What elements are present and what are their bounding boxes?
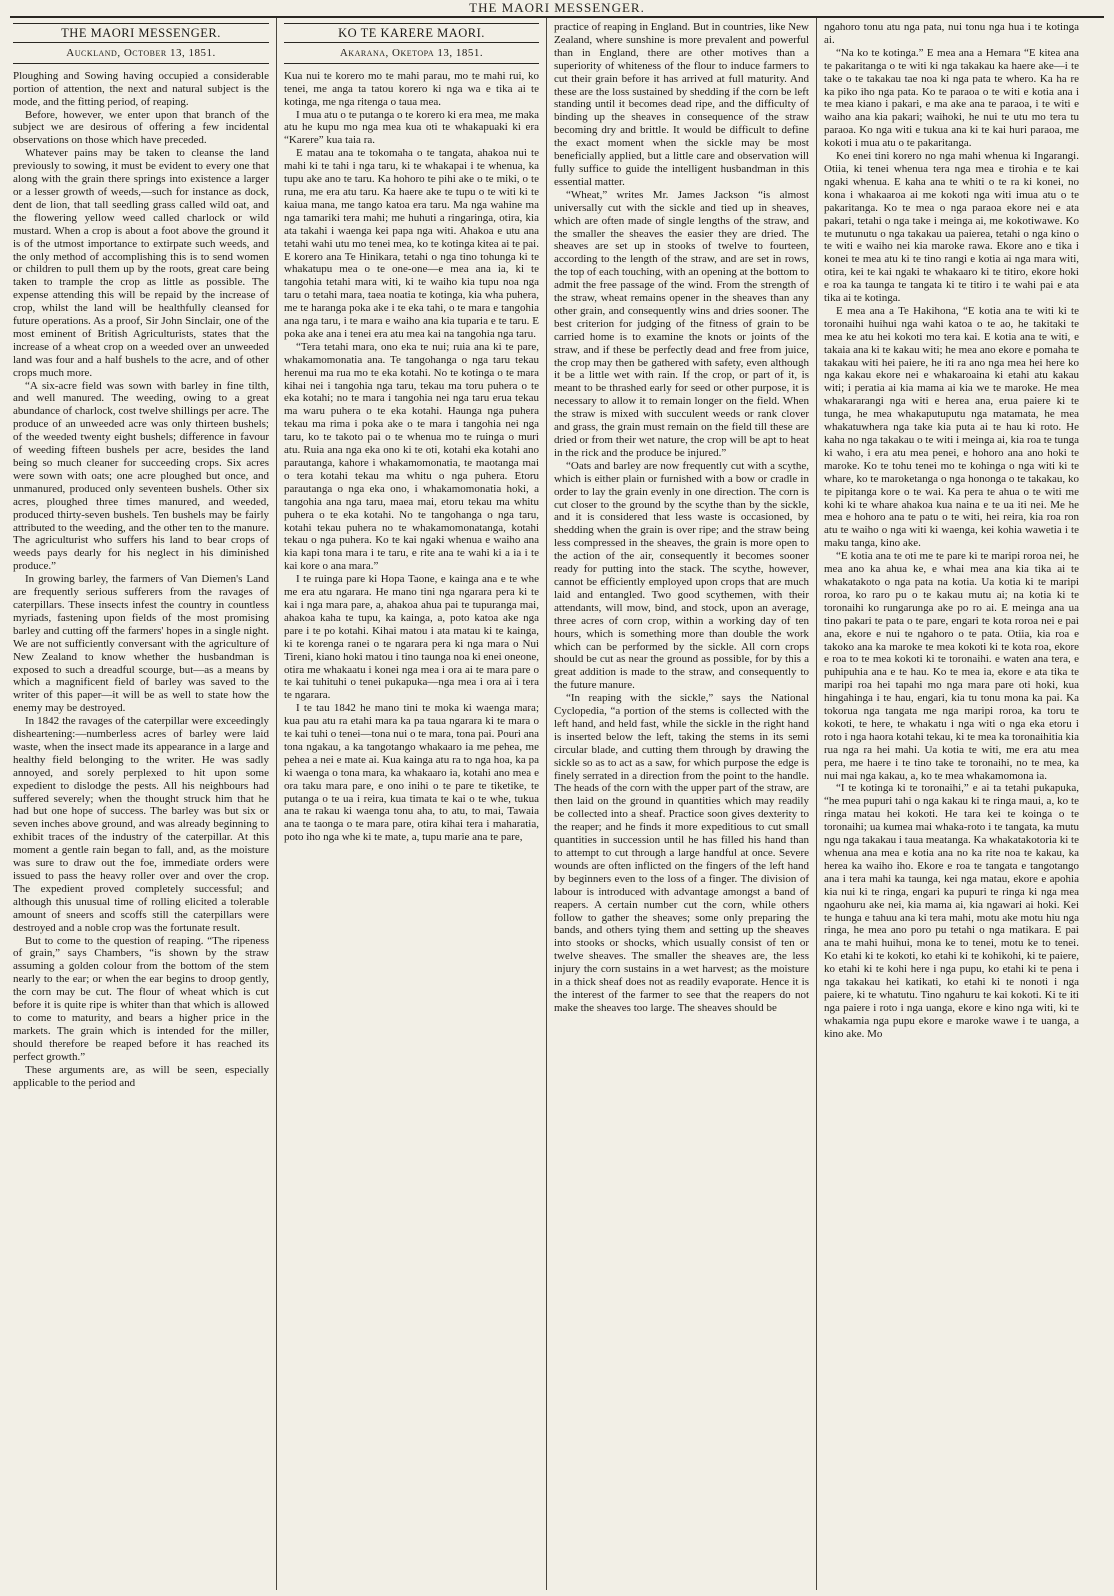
column-english-2	[546, 18, 816, 1590]
paragraph: “Oats and barley are now frequently cut with a scythe, which is either plain or furnished with a bow or cradle in order to lay the grain evenly in one direction. The corn is cut closer to the ground by the scythe than by the sickle, and it is considered that less waste is occasioned, by shedding when the grain is over ripe; and the straw being less compressed in the sheaves, the grain is more open to the action of the air, consequently it becomes sooner ready for putting into the stack. The scythe, however, cannot be efficiently employed upon crops that are much laid and entangled. Two good scythemen, with their attendants, will mow, bind, and stock, upon an average, three acres of corn crop, within a working day of ten hours, which is something more than double the work which can be performed by the sickle. All corn crops should be cut as near the ground as possible, for by this a great addition is made to the straw, and consequently to the future manure.	[554, 459, 809, 692]
running-masthead: THE MAORI MESSENGER.	[469, 0, 645, 15]
paragraph: ngahoro tonu atu nga pata, nui tonu nga hua i te kotinga ai.	[824, 21, 1079, 46]
english-col3-body	[554, 21, 809, 1015]
paragraph: E matau ana te tokomaha o te tangata, ahakoa nui te mahi ki te tahi i nga taru, ki te whakapai i te whenua, ka tupu ake ano te taru. Ka hohoro te pihi ake o te miki, o te runa, me era atu taru. Ka haere ake te tupu o te witi ki te kaiua mana, me tango katoa era taru. Ma nga wahine ma nga tamariki tera mahi; me huhuti a ringaringa, otira, kia ata takahi i waenga kei papa nga witi. Ahakoa e utu ana tetahi wahi utu mo tenei mea, ko te kotinga kitea ai te pai. E korero ana Te Hinikara, tetahi o nga tino tohunga ki te whakatupu mea o te one-one—e mea ana ia, ki te tangohia tetahi mara witi, ki te waiho kia tupu noa nga taru o tetahi mara, taea noatia te kotinga, kia wha puhera, me te haranga poka ake i te eka tahi, o te mara e tangohia ana nga taru, i te mara e waiho ana kia tuparia e te taru. E poka ake ana i tenei era atu mea kai na tangohia nga taru.	[284, 147, 539, 340]
paragraph: Before, however, we enter upon that branch of the subject we are desirous of offering a few incidental observations on those which have preceded.	[13, 108, 269, 147]
paragraph: “A six-acre field was sown with barley in fine tilth, and well manured. The weeding, owing to a great abundance of charlock, cost twelve shillings per acre. The produce of an unweeded acre was only thirteen bushels; of the weeded twenty eight bushels; difference in favour of weeding fifteen bushels per acre, besides the land being so much cleaner for succeeding crops. Six acres were sown with oats; one acre ploughed but once, and unmanured, produced only seventeen bushels. Other six acres, ploughed three times manured, and weeded, produced thirty-seven bushels. Ten bushels may be fairly attributed to the weeding, and the other ten to the manure. The agriculturist who suffers his land to bear crops of weeds pays dearly for his neglect in his diminished produce.”	[13, 379, 269, 573]
paragraph: practice of reaping in England. But in countries, like New Zealand, where sunshine is more prevalent and powerful than in England, there are other motives than a superiority of whiteness of the flour to induce farmers to cut their grain before it has arrived at full maturity. And these are the loss sustained by shedding if the corn be left standing until it becomes dead ripe, and the difficulty of binding up the sheaves in consequence of the straw becoming dry and brittle. It would be difficult to define the exact moment when the sickle may be most beneficially applied, but a little care and observation will fully suffice to guide the intelligent husbandman in this essential matter.	[554, 21, 809, 188]
english-title: THE MAORI MESSENGER.	[13, 23, 269, 43]
maori-col2-body	[284, 70, 539, 844]
paragraph: I te ruinga pare ki Hopa Taone, e kainga ana e te whe me era atu ngarara. He mano tini nga ngarara pera ki te kai i nga mara pare, a, ahakoa ahua pai te tupuranga mai, ahakoa kaha te tupu, ka kainga, a, poto katoa ake nga pare i te po kotahi. Kihai matou i ata matau ki te kainga, ki te korenga ranei o te ngarara pera ki nga mara o Nui Tireni, kiano hoki matou i tino taunga noa ki enei oneone, otira me whakaatu i konei nga mea i ora ai te mara pare o te kai tuhituhi o tenei pukapuka—nga mea i ora ai i tera te ngarara.	[284, 573, 539, 702]
paragraph: But to come to the question of reaping. “The ripeness of grain,” says Chambers, “is shown by the straw assuming a golden colour from the bottom of the stem nearly to the ear; or when the ear begins to droop gently, the corn may be cut. The flour of wheat which is cut before it is quite ripe is whiter than that which is allowed to come to maturity, and bears a higher price in the markets. The grain which is intended for the miller, should therefore be reaped before it has reached its perfect growth.”	[13, 934, 269, 1063]
column-maori-1	[276, 18, 546, 1590]
maori-dateline: Akarana, Oketopa 13, 1851.	[284, 43, 539, 64]
columns	[6, 18, 1108, 1590]
paragraph: Ploughing and Sowing having occupied a considerable portion of attention, the next and natural subject is the mode, and the fitting period, of reaping.	[13, 69, 269, 108]
maori-col4-body	[824, 21, 1079, 1041]
column-english-1	[6, 18, 276, 1590]
paragraph: “E kotia ana te oti me te pare ki te maripi roroa nei, he mea ano ka ahua ke, e whai mea ana kia tika ai te whakatakoto o nga pata na kotia. Ua kotia ki te maripi roroa, ko raro pu o te kakau mutu ai; na kotia ki te toronaihi ko rungarunga ake po ro ai. E meinga ana ua tino pakari te pata o te pare, engari te kota roroa nei e pai ana, ekore e nui te ngahoro o te pata. Otiia, kia roa e takoko ana ka maroke te mea kokoti ki te kota roa, ekore e roa to te mea kokoti ki te toronaihi. e waten ana tera, e puhipuhia ana e te hau. Ko te mea ia, ekore e ata tika te maripi roa hei tapahi mo nga mara pare oti hoki, kua hingahinga i te hau, engari, kia tu tonu mona ka pai. Ka tokorua nga tangata me nga maripi roroa, ka toru te kokoti, te here, te whakatu i nga witi o nga eka etoru i roto i nga haora kotahi tekau, ki te mea ka toronaihitia kia rua nga ra hei mahi. Ua kotia te witi, me era atu mea pera, me haere i te tino take te toronaihi, no te mea, ka nui mai nga kakau, a, ko te mea whakamomona ia.	[824, 550, 1079, 782]
paragraph: I mua atu o te putanga o te korero ki era mea, me maka atu he kupu mo nga mea kua oti te whakapuaki ki era “Karere” kua taia ra.	[284, 108, 539, 147]
paragraph: Ko enei tini korero no nga mahi whenua ki Ingarangi. Otiia, ki tenei whenua tera nga mea e tirohia e te kai ngaki whenua. E kaha ana te whiti o te ra ki konei, no kona i whakaaroa ai me kokoti nga witi imua atu o te pakaritanga. Ko te mea o nga paraoa ekore nei e ata pakari, tetahi o nga take i meinga ai, me kokotiwawe. Ko te mutunutu o nga takakau ua paierea, tetahi o nga kino o te witi e waiho nei kia maroke rawa. Ekore ano e tika i konei te mea atu ki te tino rangi e kotia ai nga mara witi, otira, kei te kai ngaki te whakaaro ki te titiro, ekore hoki e roa ka taunga te tangata ki te titiro i te wahi pai e ata tika ai te kotinga.	[824, 150, 1079, 305]
paragraph: In 1842 the ravages of the caterpillar were exceedingly disheartening:—numberless acres of barley were laid waste, when the insect made its appearance in a large and healthy field belonging to the writer. He was sadly annoyed, and sorely perplexed to hit upon some expedient to dislodge the pests. All his neighbours had suffered severely; when the thought struck him that he had but one hope of success. The barley was but six or seven inches above ground, and was already beginning to exhibit traces of the industry of the caterpillar. At this moment a gentle rain began to fall, and, as the moisture was sure to draw out the foe, immediate orders were issued to pass the heavy roller over and over the crop. The expedient proved completely successful; and although this unusual time of rolling elicited a tolerable amount of sneers and scoffs still the caterpillars were destroyed and a noble crop was the fortunate result.	[13, 715, 269, 934]
paragraph: E mea ana a Te Hakihona, “E kotia ana te witi ki te toronaihi huihui nga wahi katoa o te ao, he takitaki te mea ke atu hei kokoti mo tera kai. E kotia ana te witi, e takaia ana ki te kakau witi; he mea ano ekore e pomaha te takakau witi hei paiere, he iti ra ano nga mea hei here ko nga kakau ekore nei e whakaroaina ki etahi atu kakau witi; i peratia ai kia mama ai kia we te maroke. He mea whakararangi nga witi e herea ana, erua paiere ki te tunga, he mea whakaputuputu nga matamata, he mea whakatuwhera nga take kia puta ai te hau ki roto. He kaha no nga takakau o te witi i meinga ai, kia roa te tunga ki waho, i era atu mea penei, e hohoro ana ano hoki te maroke. Ko te tohu tenei mo te kohinga o nga witi ki te whare, ko te maroketanga o nga hononga o te takakau, ko te pipitanga kore o te wai. Ka pera te ahua o te witi me kohi ki te whare ahakoa kua naina e te ua iti nei. Me he mea e hohoro ana te patu o te witi, hei reira, kia roa ron atu te waiho o nga witi ki waenga, kei kohia wawetia i te maku tanga, kino ake.	[824, 304, 1079, 550]
column-maori-2	[816, 18, 1086, 1590]
english-dateline: Auckland, October 13, 1851.	[13, 43, 269, 64]
maori-title: KO TE KARERE MAORI.	[284, 23, 539, 43]
paragraph: “Na ko te kotinga.” E mea ana a Hemara “E kitea ana te pakaritanga o te witi ki nga takakau ka haere ake—i te take o te takakau tae noa ki nga pata te whero. Ka ha re ka piko iho nga pata. Ko te paraoa o te witi e kotia ana i te mea kiano i pakari, e ma ake ana te paraoa, i te witi e waiho ana kia pakari; waihoki, he nui te utu mo tera tu paraoa. Ko nga witi e tukua ana ki te kai huri paraoa, me kokoti i mua atu o te pakaritanga.	[824, 46, 1079, 150]
paragraph: Whatever pains may be taken to cleanse the land previously to sowing, it must be evident to every one that along with the grain there springs into existence a larger or a lesser growth of weeds,—such for instance as dock, dent de lion, that tall seedling grass called wild oat, and the flowering yellow weed called charlock or wild mustard. When a crop is about a foot above the ground it is of the utmost importance to extirpate such weeds, and the only method of accomplishing this is to send women or children to pull them up by the roots, great care being taken to trample the crop as little as possible. The expense attending this will be repaid by the increase of crop, whilst the land will be healthfully cleansed for future operations. As a proof, Sir John Sinclair, one of the most eminent of British Agriculturists, states that the increase of a wheat crop on a weeded over an unweeded land was four and a half bushels to the acre, and of other crops much more.	[13, 147, 269, 379]
paragraph: I te tau 1842 he mano tini te moka ki waenga mara; kua pau atu ra etahi mara ka pa taua ngarara ki te mara o te kai tuhi o tenei—tona nui o te mara, tona pai. Pouri ana tona ngakau, a ka tangotango whakaaro ia me pehea, me pehea a nei e mate ai. Kua kainga atu ra to nga hoa, ka pa ki waenga o tona mara, ka whakaaro ia, kotahi ano mea e ora taku mara pare, e ono inihi o te pare te tiketike, te putanga o te ua i reira, kua timata te kai o te whe, tukua ana te rakau ki waenga tonu aha, to atu, to mai, Tawaia ana te taonga o te mara pare, otira kihai tera i maharatia, poto iho nga whe ki te mate, a, tupu marie ana te pare,	[284, 702, 539, 844]
paragraph: “In reaping with the sickle,” says the National Cyclopedia, “a portion of the stems is collected with the left hand, and held fast, while the sickle in the right hand is inserted below the left, taking the stems in its semi circular blade, and cutting them through by drawing the sickle so as to act as a saw, for which purpose the edge is finely serrated in a direction from the point to the handle. The heads of the corn with the upper part of the straw, are then laid on the ground in quantities which may readily be collected into a sheaf. Practice soon gives dexterity to the reaper; and he finds it more expeditious to cut small quantities in succession until he has filled his hand than to attempt to cut through a large handful at once. Severe wounds are often inflicted on the fingers of the left hand by beginners even to the loss of a finger. The division of labour is introduced with advantage amongst a band of reapers. A certain number cut the corn, while others follow to gather the sheaves; some only preparing the bands, and others tying them and setting up the sheaves into stooks or shocks, which usually consist of ten or twelve sheaves. The smaller the sheaves are, the less injury the corn sustains in a wet harvest; as the moisture in a thick sheaf does not as readily evaporate. Hence it is the interest of the farmer to see that the reapers do not make the sheaves too large. The sheaves should be	[554, 692, 809, 1014]
paragraph: “Wheat,” writes Mr. James Jackson “is almost universally cut with the sickle and tied up in sheaves, which are often made of single lengths of the straw, and the smaller the sheaves the easier they are dried. The sheaves are set up in stooks of twelve to fourteen, according to the length of the straw, and are set in rows, the top of each touching, with an opening at the bottom to admit the free passage of the wind. From the strength of the straw, wheat remains opener in the sheaves than any other grain, and consequently wins and dries sooner. The best criterion for judging of the fitness of grain to be carried home is to examine the knots or joints of the straw, and if these be perfectly dead and free from juice, the crop may then be gathered with safety, even although it be a little wet with rain. If the crop, or part of it, is meant to be thrashed early for seed or other purpose, it is necessary to allow it to remain longer on the field. When the straw is mixed with succulent weeds or rank clover and grass, the grain must remain on the field till these are dried or from their wet nature, the crop will be apt to heat in the rick and the produce be injured.”	[554, 188, 809, 459]
english-col1-body	[13, 70, 269, 1090]
paragraph: These arguments are, as will be seen, especially applicable to the period and	[13, 1063, 269, 1089]
paragraph: In growing barley, the farmers of Van Diemen's Land are frequently serious sufferers from the ravages of caterpillars. These insects infest the country in countless myriads, fastening upon fields of the most promising barley and cutting off the farmers' hopes in a single night. We are not sufficiently conversant with the agriculture of New Zealand to know whether the husbandman is exposed to such a dreadful scourge, but—as a means by which a magnificent field of barley was saved to the writer of this paper—it will be as well to state how the enemy may be destroyed.	[13, 573, 269, 715]
paragraph: Kua nui te korero mo te mahi parau, mo te mahi rui, ko tenei, me anga ta tatou korero ki nga wa e tika ai te kotinga, me nga ritenga o taua mea.	[284, 69, 539, 108]
paragraph: “I te kotinga ki te toronaihi,” e ai ta tetahi pukapuka, “he mea pupuri tahi o nga kakau ki te ringa maui, a, ko te ringa matau hei kokoti. He tara kei te koinga o te toronaihi; ua kumea mai whaka-roto i te tangata, ka mutu ngu nga takakau i taua meatanga. Ka whakatakotoria ki te whenua ana mea e kotia ana no ka rite noa te kakau, ka herea ka waiho iho. Ekore e roa te tangata e tangotango ana i tera mahi ka taunga, kei nga matau, ekore e apohia kia nui ki te ringa, engari ka pupuri te ringa ki nga mea ngaohuru ake nei, kia mama ai, kia ngawari ai hoki. Kei te hunga e tahuu ana ki tera mahi, motu ake motu hiu nga ringa, he mea ano poro pu tetahi o nga matikara. E pai ana te mahi huihui, mona ke to tenei, motu ke to tenei. Ko etahi ki te kokoti, ko etahi ki te kohikohi, ki te paiere, ko etahi ki te kohi here i nga pupu, ko etahi ki te pena i nga takakau hei katikati, ko etahi ki te nonoti i nga paiere, ki te whatutu. Tino ngahuru te kai kokoti. Ki te iti nga paiere i roto i nga uanga, ekore e kino nga witi, ki te whakamia nga pupu ekore e maroke wawe i te uanga, a kino ake. Mo	[824, 782, 1079, 1040]
paragraph: “Tera tetahi mara, ono eka te nui; ruia ana ki te pare, whakamomonatia ana. Te tangohanga o nga taru tekau herenui ma rua mo te eka kotahi. No te kotinga o te mara kihai nei i tangohia nga taru, tekau ma toru puhera o te eka kotahi; no te mara i tangohia nei nga taru erua tekau ma waru puhera o te eka kotahi. Haunga nga puhera tekau ma rima i poka ake o te mara i tangohia nei nga taru, ko te takoto pai o te whenua mo te ruinga o muri atu. Ruia ana nga eka ono ki te oti, kotahi eka kotahi ano parautanga, kahore i whakamomonatia, te maotanga mai o tera kotahi tekau ma whitu o nga puhera. Etoru parautanga o nga eka ono, i whakamomonatia hoki, a tangohia ana nga taru, maea mai, etoru tekau ma whitu puhera o te eka kotahi. No te tangohanga o nga taru, kotahi tekau puhera no te whakamomonatanga, kotahi tekau o nga puhera. Ko te kai ngaki whenua e waiho ana kia kapi tona mara i te taru, e rite ana te wahi ki a ia i te kai kore o ana mara.”	[284, 340, 539, 573]
